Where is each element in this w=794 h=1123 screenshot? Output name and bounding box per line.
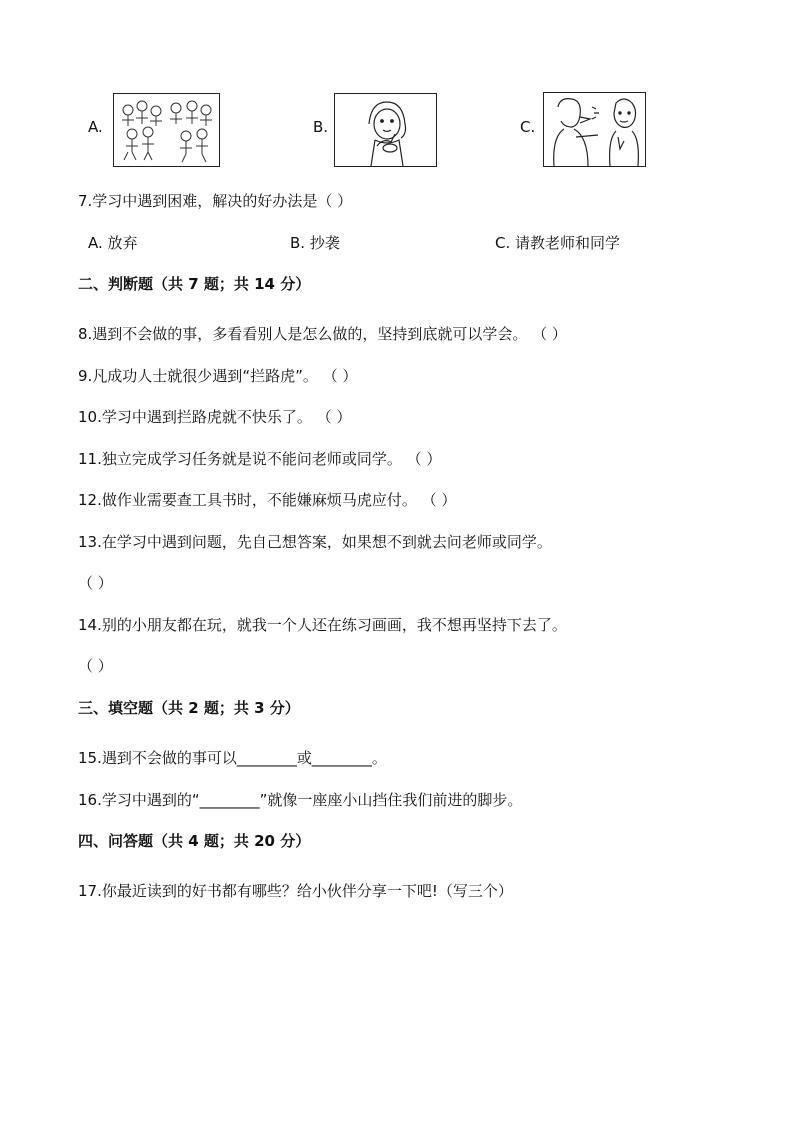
two-boys-talking-icon <box>544 93 645 166</box>
question-10: 10.学习中遇到拦路虎就不快乐了。 （ ） <box>78 408 352 426</box>
question-12: 12.做作业需要查工具书时，不能嫌麻烦马虎应付。 （ ） <box>78 491 457 509</box>
option-c-picture <box>543 92 646 167</box>
question-9: 9.凡成功人士就很少遇到“拦路虎”。 （ ） <box>78 367 358 385</box>
question-17: 17.你最近读到的好书都有哪些？给小伙伴分享一下吧!（写三个） <box>78 882 513 900</box>
question-14-answer-blank: （ ） <box>78 657 113 675</box>
question-7: 7.学习中遇到困难，解决的好办法是（ ） <box>78 192 353 210</box>
option-b-picture <box>334 93 437 167</box>
option-a-label: A. <box>88 118 103 136</box>
question-13-answer-blank: （ ） <box>78 574 113 592</box>
question-13: 13.在学习中遇到问题，先自己想答案，如果想不到就去问老师或同学。 <box>78 533 552 551</box>
question-16: 16.学习中遇到的“________”就像一座座小山挡住我们前进的脚步。 <box>78 791 523 809</box>
question-11: 11.独立完成学习任务就是说不能问老师或同学。 （ ） <box>78 450 442 468</box>
q7-option-c: C. 请教老师和同学 <box>495 234 621 252</box>
question-15: 15.遇到不会做的事可以________或________。 <box>78 749 387 767</box>
q7-option-a: A. 放弃 <box>88 234 138 252</box>
section-heading-fill-in: 三、填空题（共 2 题；共 3 分） <box>78 699 300 717</box>
question-14: 14.别的小朋友都在玩，就我一个人还在练习画画，我不想再坚持下去了。 <box>78 616 567 634</box>
option-b-label: B. <box>313 118 329 136</box>
section-heading-short-answer: 四、问答题（共 4 题；共 20 分） <box>78 832 311 850</box>
option-c-label: C. <box>520 118 536 136</box>
section-heading-true-false: 二、判断题（共 7 题；共 14 分） <box>78 275 311 293</box>
q7-option-b: B. 抄袭 <box>290 234 340 252</box>
question-8: 8.遇到不会做的事，多看看别人是怎么做的，坚持到底就可以学会。 （ ） <box>78 325 567 343</box>
girl-eating-icon <box>335 94 436 166</box>
crowd-of-children-icon <box>114 94 219 166</box>
option-a-picture <box>113 93 220 167</box>
